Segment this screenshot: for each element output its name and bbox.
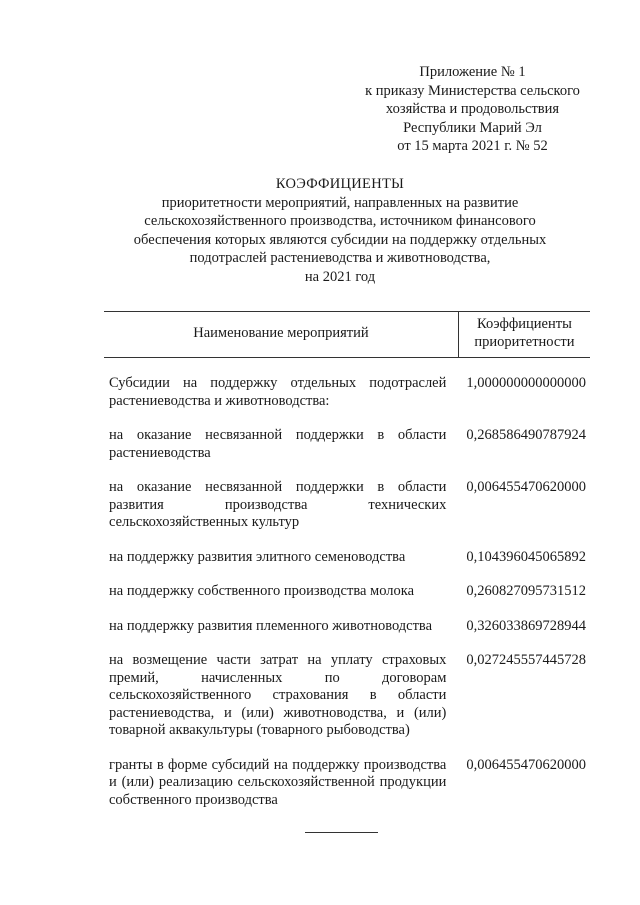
- coefficients-table: [104, 311, 590, 809]
- table-row: [104, 427, 590, 462]
- table-row: [104, 757, 590, 810]
- coefficient-value: 0,006455470620000: [466, 756, 586, 773]
- measure-name: гранты в форме субсидий на поддержку производства и (или) реализацию сельскохозяйственной продукции собственного производства: [109, 756, 447, 808]
- table-row: [104, 583, 590, 601]
- subtitle-line: обеспечения которых являются субсидии на поддержку отдельных: [133, 231, 547, 248]
- coefficient-value: 0,326033869728944: [466, 617, 586, 634]
- measure-name: на возмещение части затрат на уплату страховых премий, начисленных по договорам сельскохозяйственного страхования в области растениеводства, и (или) животноводства, и (или) товарной аквакультуры (товарного рыбоводства): [109, 652, 447, 738]
- document-heading: [100, 175, 580, 286]
- closing-divider: [305, 832, 378, 833]
- measure-name: на оказание несвязанной поддержки в области растениеводства: [109, 427, 447, 461]
- column-header-name: Наименование мероприятий: [104, 312, 458, 358]
- measure-name: на оказание несвязанной поддержки в области развития производства технических сельскохозяйственных культур: [109, 479, 447, 530]
- table-row: [104, 652, 590, 740]
- coefficient-value: 0,027245557445728: [466, 652, 586, 668]
- appendix-line: к приказу Министерства сельского: [365, 82, 580, 99]
- coefficient-value: 0,260827095731512: [466, 583, 586, 599]
- document-title: КОЭФФИЦИЕНТЫ: [275, 176, 405, 192]
- appendix-line: от 15 марта 2021 г. № 52: [397, 138, 548, 154]
- table-row: [104, 479, 590, 532]
- table-header-row: [104, 312, 590, 358]
- appendix-line: хозяйства и продовольствия: [385, 101, 560, 117]
- coefficient-value: 1,000000000000000: [466, 375, 586, 391]
- measure-name: на поддержку развития племенного животноводства: [109, 617, 433, 634]
- subtitle-line: сельскохозяйственного производства, источником финансового: [144, 213, 536, 229]
- coefficient-value: 0,006455470620000: [466, 479, 586, 495]
- coefficient-value: 0,268586490787924: [466, 427, 586, 443]
- appendix-line: Приложение № 1: [419, 64, 526, 80]
- subtitle-line: на 2021 год: [304, 268, 376, 285]
- column-header-coefficient: Коэффициенты приоритетности: [458, 312, 590, 358]
- measure-name: на поддержку развития элитного семеноводства: [109, 548, 406, 565]
- subtitle-line: подотраслей растениеводства и животноводства,: [189, 250, 491, 266]
- coefficient-value: 0,104396045065892: [466, 548, 586, 565]
- measure-name: Субсидии на поддержку отдельных подотраслей растениеводства и животноводства:: [109, 375, 447, 409]
- measure-name: на поддержку собственного производства молока: [109, 583, 415, 599]
- appendix-line: Республики Марий Эл: [403, 119, 542, 136]
- table-row: [104, 375, 590, 410]
- table-row: [104, 618, 590, 636]
- appendix-header: [350, 63, 595, 156]
- subtitle-line: приоритетности мероприятий, направленных на развитие: [161, 194, 519, 211]
- table-row: [104, 549, 590, 567]
